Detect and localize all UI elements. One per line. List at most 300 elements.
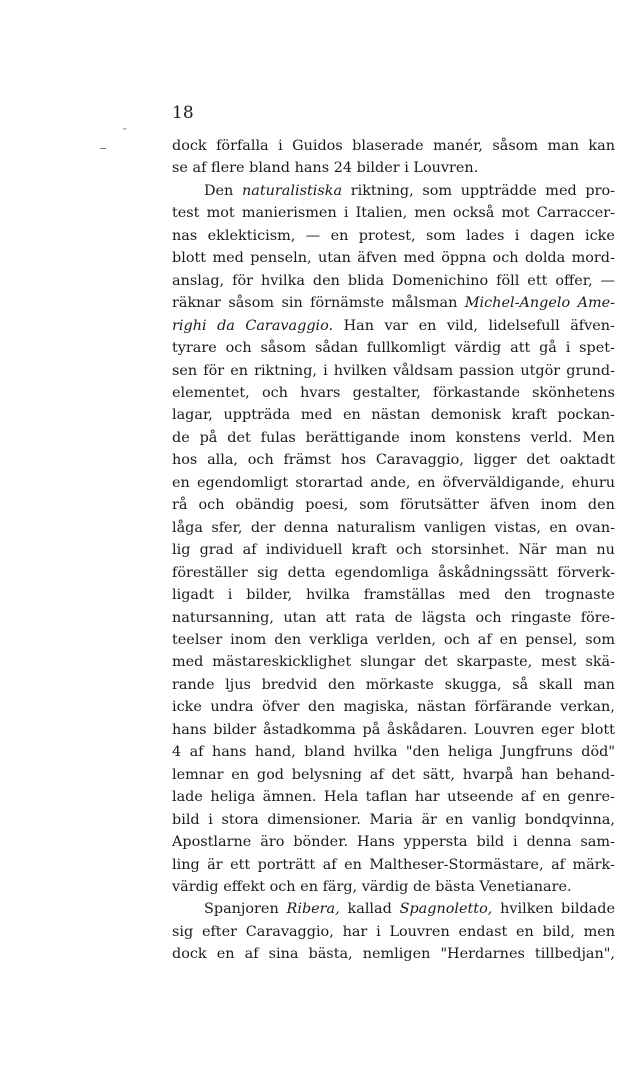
word: den — [328, 676, 356, 693]
word: dock — [172, 138, 207, 154]
word: hvars — [300, 384, 341, 401]
word: dimensioner. — [267, 811, 361, 828]
word: nas — [172, 227, 198, 244]
text-line — [172, 854, 615, 876]
word: lidelsefull — [488, 317, 560, 334]
text-line — [172, 270, 615, 292]
text-line — [172, 584, 615, 606]
word: en — [231, 766, 250, 783]
text-line — [172, 315, 615, 337]
word: och — [492, 250, 519, 267]
word: ämnen. — [262, 789, 317, 806]
word: blott — [172, 250, 207, 267]
word: sina — [268, 946, 299, 963]
word: och — [198, 497, 225, 514]
word: dock — [172, 946, 207, 963]
word: ovan- — [575, 519, 615, 536]
word: detta — [287, 564, 326, 581]
word: se — [172, 160, 188, 177]
word: bästa — [435, 878, 475, 895]
word: i — [227, 587, 233, 604]
word: hans — [172, 721, 207, 738]
word: såsom — [260, 340, 307, 357]
word: värdig — [361, 878, 409, 895]
word: med — [172, 654, 204, 671]
word: var — [384, 317, 409, 334]
word: bönder. — [293, 834, 349, 851]
word: sådan — [314, 340, 358, 357]
word: egendomliga — [334, 564, 429, 581]
text-line — [172, 831, 615, 853]
word: bilder — [356, 160, 400, 177]
word: ett — [527, 272, 548, 289]
word: lemnar — [172, 766, 224, 783]
word: gestalter, — [352, 384, 421, 401]
word: lades — [466, 227, 505, 244]
word: af — [477, 631, 492, 648]
word: har — [414, 789, 440, 806]
word: "Herdarnes — [440, 946, 525, 963]
word: åstadkomma — [262, 721, 356, 738]
text-line — [172, 921, 615, 943]
text-line — [172, 449, 615, 471]
word: Apostlarne — [172, 834, 252, 851]
word: utseende — [447, 789, 514, 806]
word: bild, — [542, 923, 575, 940]
word: en — [230, 362, 248, 379]
word: före- — [580, 609, 615, 626]
word: mord- — [571, 250, 615, 267]
word: en — [445, 811, 464, 828]
text-line — [172, 539, 615, 561]
word: När — [518, 542, 547, 559]
word: af — [551, 856, 565, 873]
word: lade — [172, 789, 203, 806]
word: rata — [355, 609, 386, 626]
page-number: 18 — [172, 103, 194, 123]
text-line — [172, 876, 615, 898]
word: denna — [526, 834, 572, 851]
word: att — [325, 609, 346, 626]
word: individuell — [265, 542, 343, 559]
text-line — [172, 427, 615, 449]
word: med — [300, 407, 333, 424]
word: den — [274, 631, 302, 648]
word: pro- — [585, 182, 615, 199]
word: ligadt — [172, 587, 214, 604]
word: utan — [283, 609, 317, 626]
word: man — [583, 676, 615, 693]
word: kraft — [511, 407, 547, 424]
word: bilder, — [246, 587, 293, 604]
word: yppersta — [403, 834, 468, 851]
word: offer, — [555, 272, 593, 289]
word: på — [199, 429, 218, 446]
word: af — [192, 160, 207, 177]
word: bredvid — [261, 676, 318, 693]
word: den — [308, 699, 335, 716]
word: våldsam — [392, 362, 454, 379]
word: de — [394, 609, 413, 626]
word: Carraccer- — [536, 205, 615, 222]
word: af — [322, 856, 337, 873]
word: "den — [405, 744, 440, 761]
word: främst — [283, 452, 332, 469]
word: der — [250, 519, 276, 536]
word: räknar — [172, 295, 221, 312]
word: af — [242, 542, 257, 559]
word: värdig — [454, 340, 502, 357]
word: verld. — [530, 429, 573, 446]
word: kan — [588, 138, 615, 154]
word: tillbedjan", — [534, 946, 615, 963]
word: en — [344, 856, 362, 873]
word: äfven- — [570, 317, 615, 334]
word: bondqvinna, — [524, 811, 615, 828]
word: den — [504, 587, 532, 604]
word: Louvren. — [413, 160, 479, 177]
word: demonisk — [430, 407, 501, 424]
word: åskådningssätt — [438, 564, 548, 581]
word: 24 — [333, 160, 352, 177]
word: dagen — [529, 227, 575, 244]
word: hvilken — [500, 901, 554, 918]
word: sig — [172, 923, 194, 940]
word: Louvren — [389, 923, 450, 940]
word: Ribera, — [286, 901, 340, 918]
word: bildade — [561, 901, 615, 918]
text-line — [172, 719, 615, 741]
word: bland — [249, 160, 290, 177]
word: Den — [204, 182, 234, 199]
text-line — [172, 225, 615, 247]
word: Caravaggio, — [245, 923, 334, 940]
word: bästa, — [308, 946, 353, 963]
word: och — [269, 878, 296, 895]
word: låga — [172, 519, 203, 536]
word: ett — [230, 856, 251, 873]
word: det — [227, 429, 251, 446]
word: riktning, — [350, 182, 414, 199]
word: manér, — [433, 138, 483, 154]
word: icke — [172, 699, 202, 716]
word: för — [232, 272, 254, 289]
word: Michel-Angelo — [464, 295, 571, 312]
word: en — [418, 317, 437, 334]
word: i — [323, 362, 328, 379]
word: riktning, — [254, 362, 317, 379]
word: verkan, — [560, 699, 615, 716]
word: belysning — [291, 766, 362, 783]
word: skugga, — [444, 676, 502, 693]
word: vild, — [446, 317, 478, 334]
word: Domenichino — [392, 272, 489, 289]
text-line — [172, 629, 615, 651]
text-line — [172, 562, 615, 584]
word: i — [376, 923, 381, 940]
word: och — [475, 609, 502, 626]
word: förfärande — [474, 699, 552, 716]
word: storartad — [295, 474, 364, 491]
word: hvilka — [306, 587, 350, 604]
word: flere — [211, 160, 245, 177]
word: Ame- — [577, 295, 615, 312]
word: trognaste — [544, 587, 615, 604]
word: teelser — [172, 631, 223, 648]
word: — — [600, 272, 615, 289]
word: blott — [580, 721, 615, 738]
word: genre- — [567, 789, 615, 806]
word: ljus — [225, 676, 251, 693]
word: framställas — [363, 587, 446, 604]
word: mot — [206, 205, 235, 222]
word: utan — [317, 250, 351, 267]
text-line — [172, 202, 615, 224]
word: oaktadt — [559, 452, 615, 469]
word: en — [172, 474, 190, 491]
word: tyrare — [172, 340, 217, 357]
word: behand- — [556, 766, 615, 783]
word: i — [343, 205, 349, 222]
word: Caravaggio. — [245, 317, 334, 334]
word: god — [256, 766, 284, 783]
word: protest, — [358, 227, 416, 244]
word: som — [359, 497, 389, 514]
word: som — [585, 631, 615, 648]
word: penseln, — [250, 250, 312, 267]
word: mest — [541, 654, 577, 671]
word: hvilka — [353, 744, 398, 761]
text-line — [172, 292, 615, 314]
word: Men — [582, 429, 615, 446]
word: de — [412, 878, 431, 895]
text-line — [172, 943, 615, 965]
word: skarpaste, — [456, 654, 533, 671]
word: med — [403, 250, 435, 267]
word: gå — [539, 340, 557, 357]
word: nästan — [371, 407, 421, 424]
word: öfver — [262, 699, 300, 716]
text-line — [172, 180, 615, 202]
word: en — [499, 631, 518, 648]
word: som — [425, 227, 456, 244]
word: den — [587, 497, 615, 514]
word: grund- — [566, 362, 615, 379]
word: inom — [230, 631, 267, 648]
word: 4 — [172, 744, 182, 761]
word: lig — [172, 542, 191, 559]
word: det — [526, 452, 550, 469]
word: Hans — [357, 834, 395, 851]
word: bild — [172, 811, 200, 828]
word: anslag, — [172, 272, 225, 289]
word: de — [172, 429, 190, 446]
word: och — [261, 384, 288, 401]
word: pockan- — [557, 407, 615, 424]
word: — — [305, 227, 321, 244]
word: inom — [540, 497, 577, 514]
word: poesi, — [305, 497, 349, 514]
word: är — [207, 856, 223, 873]
word: förutsätter — [399, 497, 479, 514]
word: förnämste — [310, 295, 385, 312]
text-line — [172, 360, 615, 382]
word: Spanjoren — [204, 901, 279, 918]
word: man — [555, 542, 588, 559]
word: målsman — [391, 295, 458, 312]
word: på — [362, 721, 381, 738]
word: dolda — [524, 250, 566, 267]
word: öppna — [441, 250, 487, 267]
word: hans — [211, 744, 247, 761]
margin-tick-mark: ˘ — [122, 127, 128, 140]
word: och — [396, 542, 422, 559]
word: spet- — [579, 340, 615, 357]
word: en — [342, 407, 361, 424]
margin-dash-mark — [100, 148, 106, 149]
word: vanlig — [471, 811, 517, 828]
word: rå — [172, 497, 188, 514]
word: en — [516, 923, 534, 940]
text-line — [172, 651, 615, 673]
word: man — [547, 138, 579, 154]
word: denna — [283, 519, 329, 536]
word: en — [330, 227, 349, 244]
word: i — [208, 811, 213, 828]
word: naturalistiska — [242, 182, 343, 199]
word: da — [217, 317, 235, 334]
word: märk- — [572, 856, 615, 873]
word: magiska, — [343, 699, 409, 716]
text-line — [172, 517, 615, 539]
word: bild — [476, 834, 505, 851]
word: Caravaggio, — [375, 452, 464, 469]
word: hand, — [254, 744, 296, 761]
word: verlden, — [376, 631, 436, 648]
text-line — [172, 247, 615, 269]
word: föreställer — [172, 564, 248, 581]
text-line — [172, 494, 615, 516]
text-line — [172, 674, 615, 696]
text-line — [172, 404, 615, 426]
word: blaserade — [352, 138, 424, 154]
word: ligger — [473, 452, 517, 469]
word: hvilken — [333, 362, 387, 379]
text-line — [172, 135, 615, 157]
word: en — [300, 878, 318, 895]
word: med — [458, 587, 491, 604]
word: slungar — [360, 654, 416, 671]
word: vistas, — [494, 519, 541, 536]
word: bilder — [213, 721, 257, 738]
word: att — [510, 340, 531, 357]
word: som — [422, 182, 453, 199]
word: det — [424, 654, 448, 671]
word: inom — [409, 429, 446, 446]
word: med — [545, 182, 577, 199]
word: fulas — [260, 429, 296, 446]
word: förverk- — [557, 564, 615, 581]
word: en — [549, 519, 568, 536]
word: mörkaste — [365, 676, 434, 693]
word: för — [203, 362, 225, 379]
word: Maltheser-Stormästare, — [369, 856, 544, 873]
word: i — [514, 227, 520, 244]
text-line — [172, 898, 615, 920]
word: äro — [260, 834, 285, 851]
word: kallad — [347, 901, 392, 918]
word: äfven — [357, 250, 398, 267]
word: righi — [172, 317, 207, 334]
word: såsom — [492, 138, 539, 154]
word: pensel, — [525, 631, 578, 648]
word: och — [247, 452, 274, 469]
word: egendomligt — [196, 474, 289, 491]
word: heliga — [447, 744, 493, 761]
word: åskådaren. — [387, 721, 468, 738]
word: värdig — [172, 878, 219, 895]
word: i — [565, 340, 571, 357]
word: hvilka — [261, 272, 305, 289]
word: Italien, — [355, 205, 408, 222]
word: vanligen — [423, 519, 487, 536]
word: död" — [581, 744, 615, 761]
word: ling — [172, 856, 200, 873]
word: sam- — [580, 834, 615, 851]
word: Jungfruns — [501, 744, 573, 761]
word: nemligen — [362, 946, 431, 963]
text-line — [172, 157, 615, 179]
word: sig — [257, 564, 279, 581]
word: men — [414, 205, 446, 222]
text-line — [172, 809, 615, 831]
word: undra — [210, 699, 254, 716]
word: skönhetens — [532, 384, 615, 401]
word: i — [404, 160, 409, 177]
word: icke — [585, 227, 615, 244]
word: såsom — [228, 295, 275, 312]
word: obändig — [235, 497, 295, 514]
word: öfverväldigande, — [442, 474, 565, 491]
word: Louvren — [474, 721, 535, 738]
text-line — [172, 696, 615, 718]
word: hvarpå — [462, 766, 514, 783]
word: färg, — [322, 878, 358, 895]
word: endast — [458, 923, 508, 940]
word: Hela — [323, 789, 359, 806]
word: hos — [340, 452, 367, 469]
text-line — [172, 741, 615, 763]
word: lägsta — [421, 609, 467, 626]
word: en — [542, 789, 561, 806]
word: effekt — [223, 878, 265, 895]
word: han — [521, 766, 549, 783]
word: hans — [294, 160, 330, 177]
word: passion — [459, 362, 515, 379]
word: naturalism — [337, 519, 416, 536]
word: skä- — [585, 654, 615, 671]
word: efter — [201, 923, 237, 940]
word: test — [172, 205, 200, 222]
word: föll — [496, 272, 520, 289]
word: af — [244, 946, 259, 963]
word: elementet, — [172, 384, 250, 401]
word: konstens — [455, 429, 521, 446]
word: alla, — [207, 452, 239, 469]
word: skall — [538, 676, 573, 693]
word: med — [212, 250, 244, 267]
word: eger — [541, 721, 575, 738]
